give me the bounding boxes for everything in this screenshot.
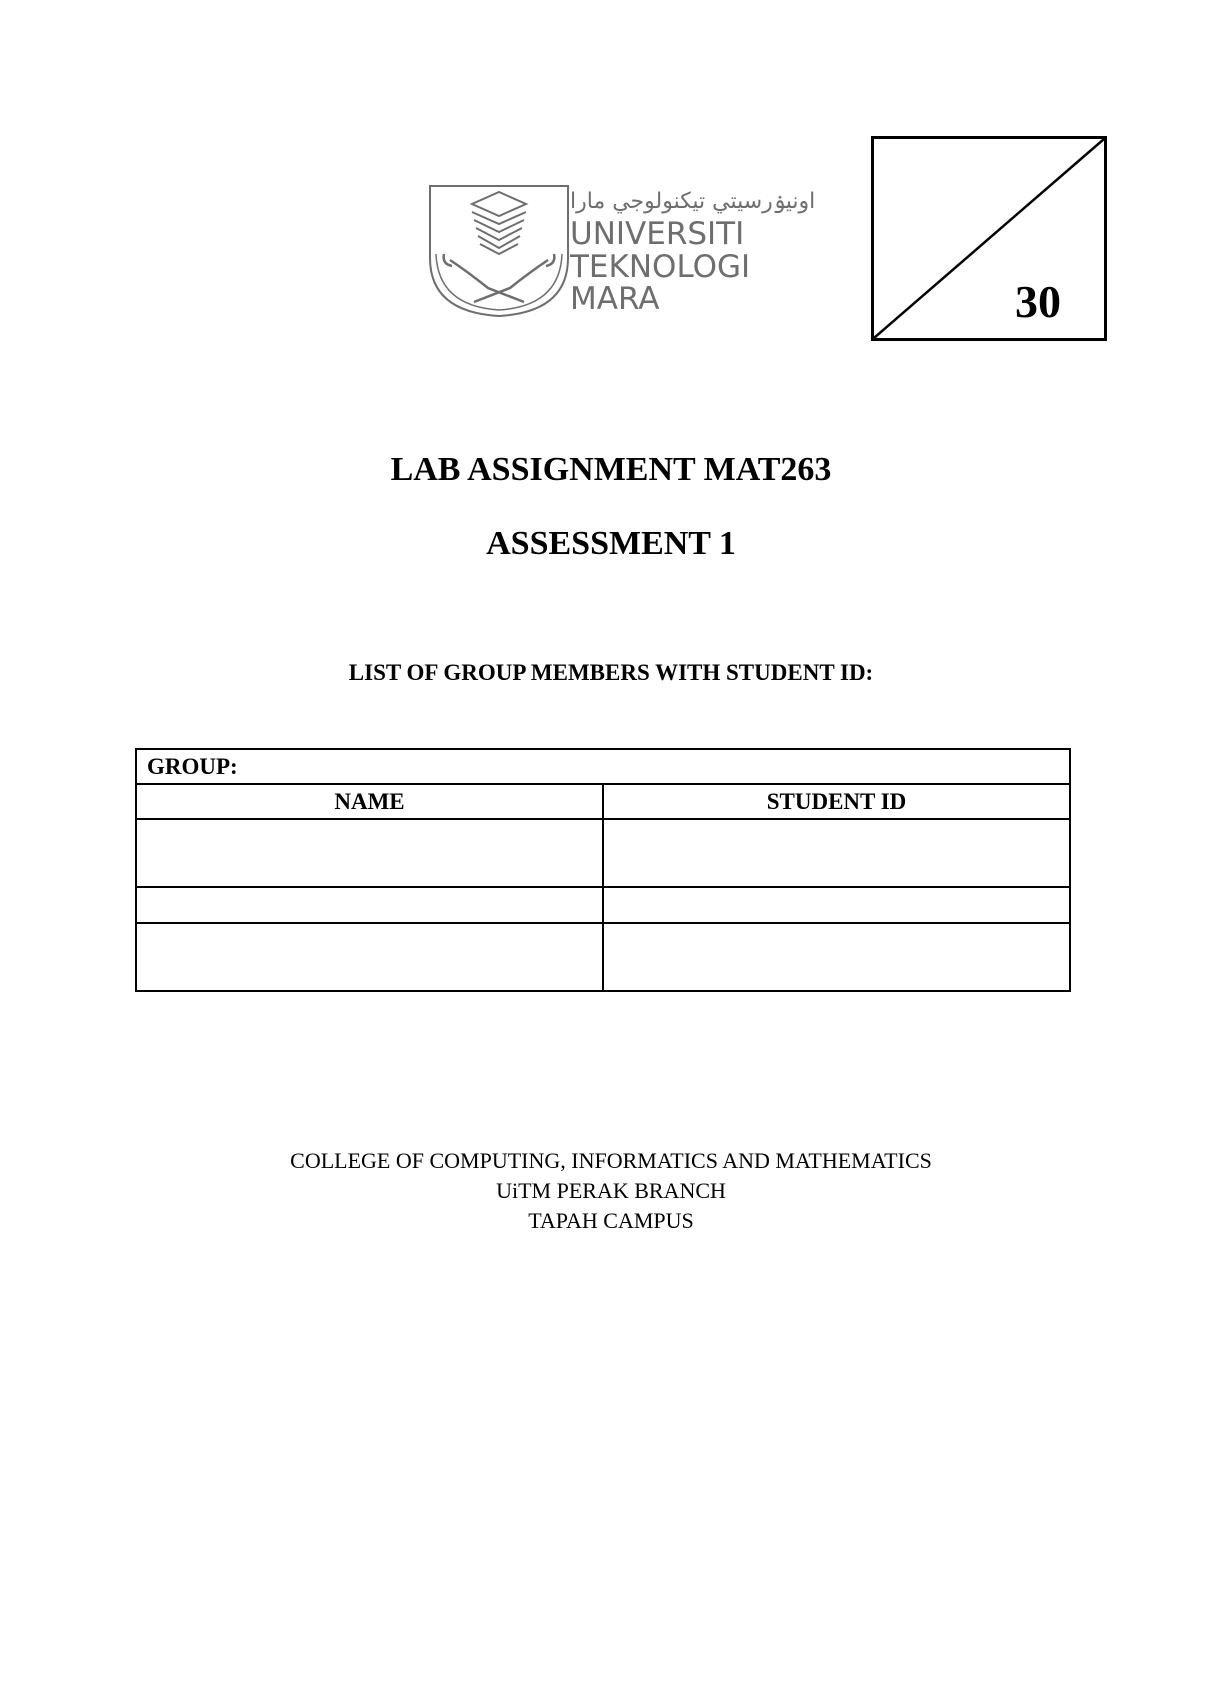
footer-campus: TAPAH CAMPUS <box>528 1208 694 1233</box>
members-heading: LIST OF GROUP MEMBERS WITH STUDENT ID: <box>348 660 874 685</box>
footer-college: COLLEGE OF COMPUTING, INFORMATICS AND MATHEMATICS <box>290 1148 932 1173</box>
student-id-column-header: STUDENT ID <box>603 784 1070 819</box>
member-name-cell[interactable] <box>136 887 603 923</box>
member-name-cell[interactable] <box>136 819 603 887</box>
name-column-header: NAME <box>136 784 603 819</box>
footer-branch: UiTM PERAK BRANCH <box>496 1178 726 1203</box>
page-title: LAB ASSIGNMENT MAT263 <box>390 451 832 488</box>
member-id-cell[interactable] <box>603 923 1070 991</box>
logo-crest-icon <box>428 180 816 318</box>
member-id-cell[interactable] <box>603 819 1070 887</box>
table-row <box>136 923 1070 991</box>
group-label: GROUP: <box>136 749 1070 784</box>
group-members-table <box>135 748 1071 992</box>
assessment-title: ASSESSMENT 1 <box>486 525 736 562</box>
logo-name-line1: UNIVERSITI <box>570 216 745 252</box>
logo-name-line2: TEKNOLOGI <box>570 249 751 285</box>
table-row <box>136 887 1070 923</box>
table-row <box>136 819 1070 887</box>
score-total: 30 <box>1015 276 1061 327</box>
logo-jawi-text: اونيۏرسيتي تيكنولوجي مارا <box>570 189 816 214</box>
score-box <box>871 136 1107 341</box>
member-id-cell[interactable] <box>603 887 1070 923</box>
member-name-cell[interactable] <box>136 923 603 991</box>
logo-name-line3: MARA <box>570 281 660 317</box>
university-logo <box>428 180 816 318</box>
